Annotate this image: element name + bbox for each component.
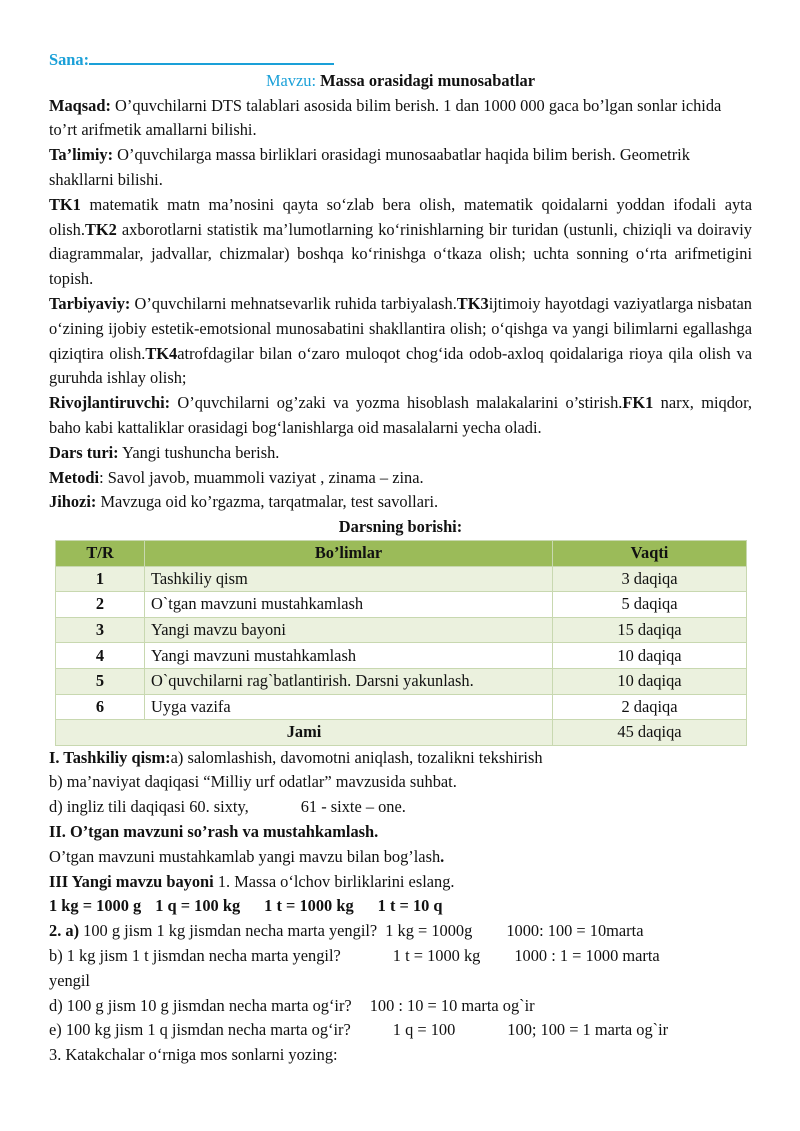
header-vaqti: Vaqti — [553, 540, 747, 566]
tk4-label: TK4 — [145, 343, 178, 363]
q2b-eq: 1 t = 1000 kg — [392, 946, 481, 966]
q2e-res: 100; 100 = 1 marta og`ir — [507, 1020, 669, 1040]
tk4-text: atrofdagilar bilan o‘zaro muloqot chog‘ida odob-axloq qoidalariga rioya qila olish va guruhda ishlay olish; — [49, 343, 752, 388]
row-section: Yangi mavzuni mustahkamlash — [145, 643, 553, 669]
row-number: 5 — [56, 668, 145, 694]
metodi-line — [49, 466, 752, 491]
row-number: 6 — [56, 694, 145, 720]
row-time: 15 daqiqa — [553, 617, 747, 643]
row-time: 2 daqiqa — [553, 694, 747, 720]
table-header-row — [56, 540, 747, 566]
jihozi-label: Jihozi: — [49, 492, 97, 512]
row-section: O`tgan mavzuni mustahkamlash — [145, 592, 553, 618]
tk3-label: TK3 — [456, 293, 489, 313]
tk2-label: TK2 — [84, 219, 117, 239]
section1-label: I. Tashkiliy qism: — [49, 747, 171, 767]
table-total-row — [56, 720, 747, 746]
row-time: 5 daqiqa — [553, 592, 747, 618]
q2b-res: 1000 : 1 = 1000 marta — [514, 946, 660, 966]
row-time: 10 daqiqa — [553, 643, 747, 669]
q2a-eq: 1 kg = 1000g — [385, 921, 473, 941]
row-number: 4 — [56, 643, 145, 669]
q2d-res: 100 : 10 = 10 marta og`ir — [369, 995, 535, 1015]
sana-blank — [89, 49, 334, 65]
mavzu-label: Mavzu: — [265, 70, 317, 90]
row-time: 3 daqiqa — [553, 566, 747, 592]
tarbiyaviy-label: Tarbiyaviy: — [49, 293, 131, 313]
row-number: 3 — [56, 617, 145, 643]
table-row — [56, 694, 747, 720]
lesson-plan-table — [55, 540, 747, 746]
row-section: O`quvchilarni rag`batlantirish. Darsni yakunlash. — [145, 668, 553, 694]
section2-title: II. O’tgan mavzuni so’rash va mustahkamlash. — [49, 822, 379, 842]
fk1-text: narx, miqdor, baho kabi kattaliklar orasidagi bog‘lanishlarga oid masalalarni yecha oladi. — [49, 393, 752, 437]
q2b-line — [49, 944, 752, 969]
row-time: 10 daqiqa — [553, 668, 747, 694]
tk-paragraph — [49, 193, 752, 292]
maqsad-paragraph — [49, 94, 752, 144]
q2a-line — [49, 919, 752, 944]
dars-turi-line — [49, 441, 752, 466]
metodi-text: : Savol javob, muammoli vaziyat , zinama – zina. — [99, 467, 424, 487]
unit-kg: 1 kg = 1000 g — [49, 896, 142, 916]
table-row — [56, 592, 747, 618]
fk1-label: FK1 — [622, 393, 654, 413]
section1-line-a — [49, 746, 752, 771]
rivojlantiruvchi-label: Rivojlantiruvchi: — [49, 393, 171, 413]
mass-units-line — [49, 894, 752, 919]
talimiy-paragraph — [49, 143, 752, 193]
q2-label: 2. a) — [49, 921, 80, 941]
q2a-text: 100 g jism 1 kg jismdan necha marta yengil? — [79, 921, 378, 941]
tarbiyaviy-text: O’quvchilarni mehnatsevarlik ruhida tarbiyalash. — [130, 293, 457, 313]
section3-text: 1. Massa o‘lchov birliklarini eslang. — [213, 871, 455, 891]
rivojlantiruvchi-text: O’quvchilarni og’zaki va yozma hisoblash malakalarini o’stirish. — [170, 393, 623, 413]
total-label: Jami — [56, 720, 553, 746]
row-number: 1 — [56, 566, 145, 592]
section3-line — [49, 870, 752, 895]
talimiy-text: O’quvchilarga massa birliklari orasidagi munosaabatlar haqida bilim berish. Geometrik shakllarni bilishi. — [49, 145, 690, 189]
section1-a: a) salomlashish, davomotni aniqlash, tozalikni tekshirish — [170, 747, 543, 767]
lesson-plan-page — [49, 48, 752, 1068]
q3-line: 3. Katakchalar o‘rniga mos sonlarni yozing: — [49, 1045, 338, 1065]
row-number: 2 — [56, 592, 145, 618]
section1-line-d — [49, 795, 752, 820]
q2d-line — [49, 994, 752, 1019]
metodi-label: Metodi — [49, 467, 100, 487]
tk1-label: TK1 — [49, 194, 81, 214]
table-caption: Darsning borishi: — [338, 517, 463, 537]
table-row — [56, 643, 747, 669]
tk3-text: ijtimoiy hayotdagi vaziyatlarga nisbatan o‘zining ijobiy estetik-emotsional munosabatini shakllantira olish; o‘qishga va yangi bilimlarni egallashga qiziqtira olish. — [49, 293, 752, 363]
unit-q: 1 q = 100 kg — [155, 896, 241, 916]
q2a-res: 1000: 100 = 10marta — [506, 921, 644, 941]
maqsad-label: Maqsad: — [49, 95, 111, 115]
rivojlantiruvchi-paragraph — [49, 391, 752, 441]
section3-title: III Yangi mavzu bayoni — [49, 871, 214, 891]
row-section: Yangi mavzu bayoni — [145, 617, 553, 643]
q2d-text: d) 100 g jism 10 g jismdan necha marta og‘ir? — [49, 995, 352, 1015]
section2-line — [49, 845, 752, 870]
dars-turi-label: Dars turi: — [49, 442, 119, 462]
tarbiyaviy-paragraph — [49, 292, 752, 391]
talimiy-label: Ta’limiy: — [49, 145, 114, 165]
unit-t-q: 1 t = 10 q — [377, 896, 443, 916]
section1-d2: 61 - sixte – one. — [300, 797, 406, 817]
q2e-line — [49, 1018, 752, 1043]
header-bolimlar: Bo’limlar — [145, 540, 553, 566]
table-row — [56, 668, 747, 694]
mavzu-title: Massa orasidagi munosabatlar — [316, 70, 536, 90]
section2-dot: . — [440, 846, 445, 866]
row-section: Tashkiliy qism — [145, 566, 553, 592]
maqsad-text: O’quvchilarni DTS talablari asosida bilim berish. 1 dan 1000 000 gaca bo’lgan sonlar ichida to’rt arifmetik amallarni bilishi. — [49, 95, 722, 140]
section1-d1: d) ingliz tili daqiqasi 60. sixty, — [49, 797, 249, 817]
q2b-text: b) 1 kg jism 1 t jismdan necha marta yengil? — [49, 946, 341, 966]
q2b-cont: yengil — [49, 970, 90, 990]
q2e-text: e) 100 kg jism 1 q jismdan necha marta og‘ir? — [49, 1020, 351, 1040]
section2-text: O’tgan mavzuni mustahkamlab yangi mavzu bilan bog’lash — [49, 846, 441, 866]
sana-label: Sana: — [49, 50, 90, 69]
unit-t-kg: 1 t = 1000 kg — [264, 896, 354, 916]
header-tr: T/R — [56, 540, 145, 566]
q2e-eq: 1 q = 100 — [392, 1020, 456, 1040]
tk2-text: axborotlarni statistik ma’lumotlarning ko‘rinishlarning bir turidan (ustunli, chiziqli va doiraviy diagrammalar, jadvallar, chizmalar) boshqa ko‘rinishga o‘tkaza olish; uchta sonning o‘rta arifmetigini topish. — [49, 219, 752, 289]
table-row — [56, 617, 747, 643]
section1-b: b) ma’naviyat daqiqasi “Milliy urf odatlar” mavzusida suhbat. — [49, 772, 457, 792]
dars-turi-text: Yangi tushuncha berish. — [118, 442, 280, 462]
jihozi-line — [49, 490, 752, 515]
row-section: Uyga vazifa — [145, 694, 553, 720]
total-value: 45 daqiqa — [553, 720, 747, 746]
jihozi-text: Mavzuga oid ko’rgazma, tarqatmalar, test savollari. — [96, 492, 439, 512]
table-row — [56, 566, 747, 592]
tk1-text: matematik matn ma’nosini qayta so‘zlab bera olish, matematik qoidalarni yoddan ifodali ayta olish. — [49, 194, 752, 239]
